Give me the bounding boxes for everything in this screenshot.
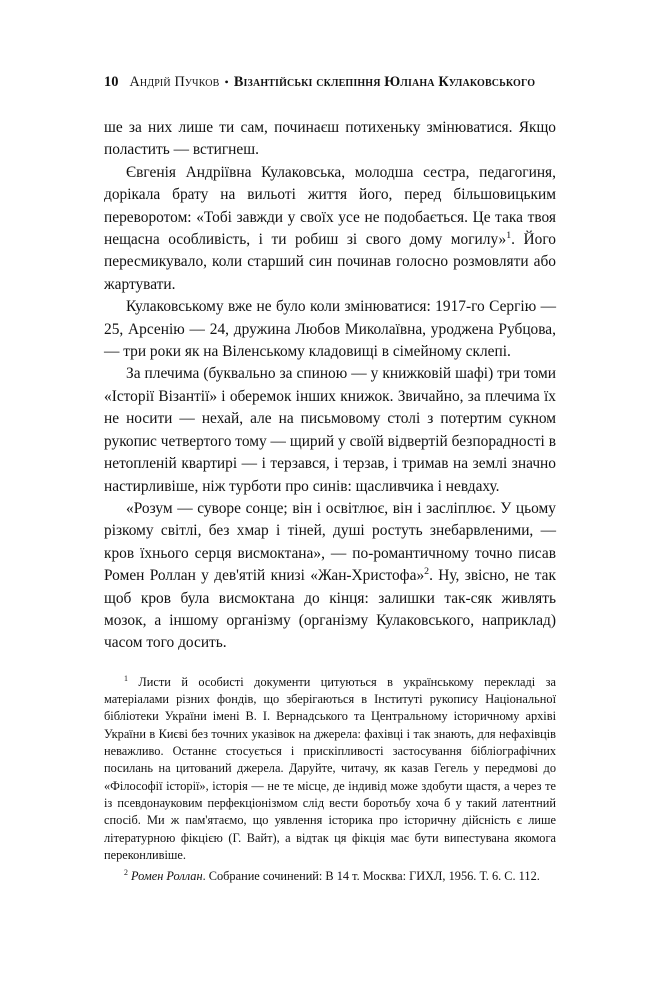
running-head-title: Візантійські склепіння Юліана Кулаковського <box>233 74 536 90</box>
running-head-separator: • <box>224 75 229 89</box>
running-head <box>104 74 556 91</box>
paragraph <box>104 498 556 655</box>
paragraph: ше за них лише ти сам, починаєш потихеньку змінюватися. Якщо поластить — встигнеш. <box>104 119 556 159</box>
footnote-item <box>104 868 556 885</box>
paragraph-text: Євгенія Андріївна Кулаковська, молодша сестра, педагогиня, дорікала брату на вильоті життя його, перед більшовицьким переворотом: «Тобі завжди у своїх усе не подобається. Це така твоя нещасна особливість, і ти робиш зі свого дому могилу» <box>104 163 556 249</box>
footnote-item <box>104 674 556 865</box>
paragraph-text: «Розум — суворе сонце; він і освітлює, він і засліплює. У цьому різкому світлі, без хмар і тіней, душі ростуть знебарвленими, — кров їхнього серця висмоктана», — по-романтичному точно писав Ромен Роллан у дев'ятій книзі «Жан-Христофа» <box>104 499 556 585</box>
footnote-marker: 1 <box>124 673 128 683</box>
paragraph <box>104 162 556 296</box>
paragraph-text-continued: . Його пересмикувало, коли старший син починав голосно розмовляти або жартувати. <box>104 231 556 293</box>
page-folio: 10 <box>104 74 119 90</box>
footnote-text: . Собрание сочинений: В 14 т. Москва: ГИХЛ, 1956. Т. 6. С. 112. <box>202 869 540 884</box>
body-text <box>104 117 556 655</box>
footnote-text: Листи й особисті документи цитуються в українському перекладі за матеріалами різних фондів, що зберігаються в Інституті рукопису Національної бібліотеки України імені В. І. Вернадського та Центральному історичному архіві України в Києві без точних указівок на джерела: фахівці і так знають, для нефахівців неважливо. Останнє стосується і прискіпливості застосування бібліографічних посилань на цитований джерела. Даруйте, читачу, як казав Гегель у передмові до «Філософії історії», історія — не те місце, де індивід може здобути щастя, а через те із псевдонауковим перфекціонізмом слід вести боротьбу хоча б у такий латентний спосіб. Ми ж пам'ятаємо, що уявлення історика про історичну дійсність є лише літературною фікцією (Г. Вайт), а відтак ця фікція має бути випестувана якомога переконливіше. <box>104 674 556 863</box>
footnote-reference[interactable]: 2 <box>424 566 430 577</box>
running-head-author: Андрій Пучков <box>129 74 220 90</box>
page-content <box>104 74 556 886</box>
paragraph: Кулаковському вже не було коли змінюватися: 1917-го Сергію — 25, Арсенію — 24, дружина Любов Миколаївна, уроджена Рубцова, — три роки як на Віленському кладовищі в сімейному склепі. <box>104 298 556 361</box>
footnote-marker: 2 <box>124 868 128 878</box>
footnote-author: Ромен Роллан <box>131 869 203 884</box>
footnote-reference[interactable]: 1 <box>506 229 512 241</box>
paragraph: За плечима (буквально за спиною — у книжковій шафі) три томи «Історії Візантії» і оберемок інших книжок. Звичайно, за плечима їх не носити — нехай, але на письмовому столі з потертим сукном рукопис четвертого тому — щирий у своїй відвертій безпорадності в нетопленій квартирі — і терзався, і терзав, і тримав на землі значно настирливіше, ніж турботи про синів: щасливчика і невдаху. <box>104 365 556 495</box>
paragraph-text-continued: . Ну, звісно, не так щоб кров була висмоктана до кінця: залишки так-сяк живлять мозок, а іншому організму (організму Кулаковського, наприклад) часом того досить. <box>104 567 556 652</box>
footnotes <box>104 668 556 886</box>
